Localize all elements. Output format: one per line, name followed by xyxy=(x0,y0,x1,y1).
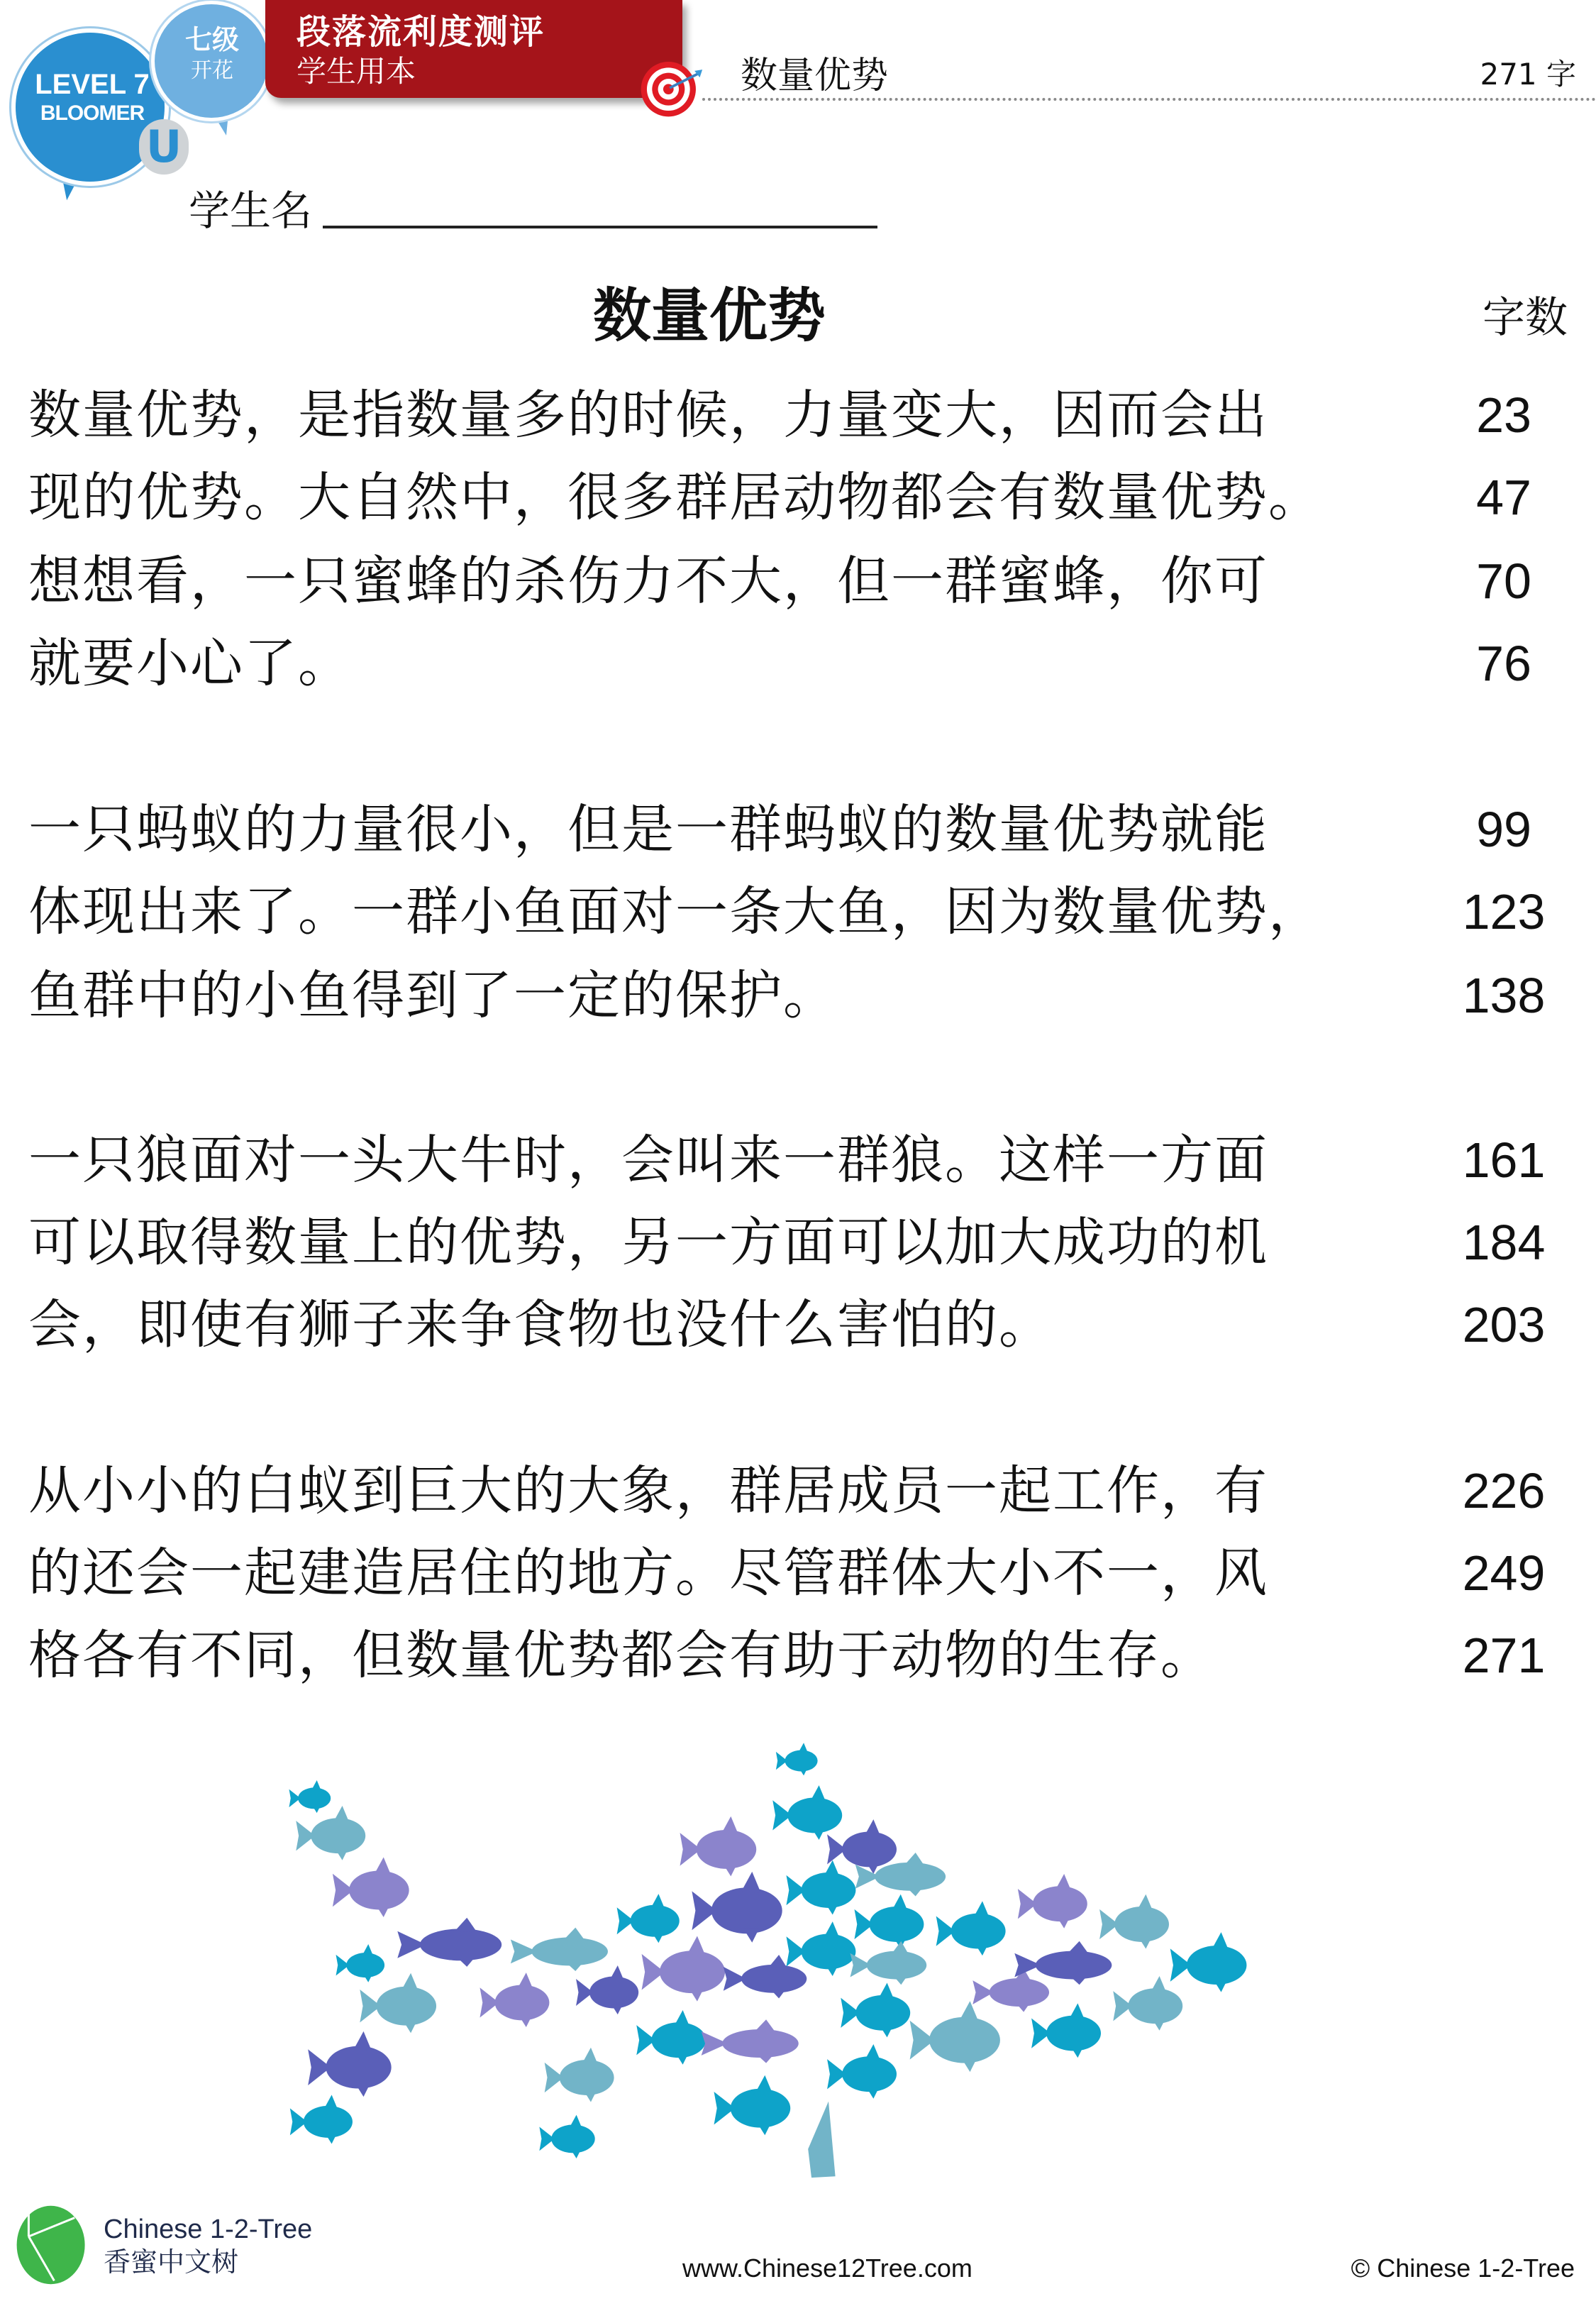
cumulative-count: 76 xyxy=(1476,636,1531,691)
line-text: 体现出来了。一群小鱼面对一条大鱼，因为数量优势， xyxy=(28,881,1322,942)
level-cn-text xyxy=(167,23,257,85)
header-divider xyxy=(702,98,1596,101)
cumulative-count: 23 xyxy=(1476,387,1531,443)
fish-school-illustration xyxy=(284,1717,1305,2200)
cumulative-count: 271 xyxy=(1462,1628,1546,1683)
cumulative-count: 138 xyxy=(1462,968,1546,1023)
level-en-text xyxy=(28,68,156,126)
footer-brand xyxy=(104,2214,312,2280)
passage-line xyxy=(28,1616,1553,1694)
cumulative-count: 184 xyxy=(1462,1215,1546,1270)
student-name-label: 学生名 xyxy=(189,187,313,235)
passage-line xyxy=(28,1534,1553,1612)
assessment-banner xyxy=(265,0,682,98)
line-text: 鱼群中的小鱼得到了一定的保护。 xyxy=(28,965,837,1026)
passage-line xyxy=(28,376,1553,454)
header-passage-title: 数量优势 xyxy=(741,55,889,97)
cumulative-count: 99 xyxy=(1476,802,1531,857)
line-text: 一只蚂蚁的力量很小，但是一群蚂蚁的数量优势就能 xyxy=(28,799,1268,860)
passage-line xyxy=(28,458,1553,536)
line-text: 数量优势，是指数量多的时候，力量变大，因而会出 xyxy=(28,385,1268,446)
cumulative-count: 203 xyxy=(1462,1297,1546,1352)
document-title: 数量优势 xyxy=(592,282,826,350)
passage-line xyxy=(28,790,1553,868)
passage-line xyxy=(28,1121,1553,1199)
passage-line xyxy=(28,542,1553,620)
line-text: 从小小的白蚁到巨大的大象，群居成员一起工作，有 xyxy=(28,1460,1268,1521)
level-cn-name: 开花 xyxy=(191,58,233,83)
chinese-1-2-tree-logo-icon xyxy=(10,2202,95,2288)
passage-line xyxy=(28,1452,1553,1530)
word-count-column-header: 字数 xyxy=(1483,293,1568,343)
passage-line xyxy=(28,624,1553,702)
cumulative-count: 249 xyxy=(1462,1545,1546,1601)
line-text: 想想看，一只蜜蜂的杀伤力不大，但一群蜜蜂，你可 xyxy=(28,551,1268,612)
cumulative-count: 161 xyxy=(1462,1132,1546,1188)
brand-name-cn: 香蜜中文树 xyxy=(104,2248,239,2278)
line-text: 可以取得数量上的优势，另一方面可以加大成功的机 xyxy=(28,1212,1268,1273)
passage-line xyxy=(28,956,1553,1035)
level-cn-number: 七级 xyxy=(184,24,239,55)
level-name: BLOOMER xyxy=(40,101,145,125)
student-name-field[interactable] xyxy=(323,226,877,228)
brand-name-en: Chinese 1-2-Tree xyxy=(104,2214,313,2244)
cumulative-count: 226 xyxy=(1462,1463,1546,1518)
cumulative-count: 47 xyxy=(1476,470,1531,525)
line-text: 就要小心了。 xyxy=(28,633,352,694)
line-text: 会，即使有狮子来争食物也没什么害怕的。 xyxy=(28,1294,1053,1355)
passage-line xyxy=(28,1203,1553,1281)
u-badge-icon: U xyxy=(139,119,189,175)
header-word-count: 271 字 xyxy=(1480,57,1576,92)
banner-title: 段落流利度测评 xyxy=(297,12,545,52)
cumulative-count: 70 xyxy=(1476,553,1531,609)
footer-website-link[interactable]: www.Chinese12Tree.com xyxy=(682,2253,972,2283)
target-icon xyxy=(638,54,704,119)
footer-copyright: © Chinese 1-2-Tree xyxy=(1351,2253,1575,2283)
line-text: 现的优势。大自然中，很多群居动物都会有数量优势。 xyxy=(28,467,1322,528)
line-text: 格各有不同，但数量优势都会有助于动物的生存。 xyxy=(28,1625,1214,1686)
line-text: 一只狼面对一头大牛时，会叫来一群狼。这样一方面 xyxy=(28,1130,1268,1191)
cumulative-count: 123 xyxy=(1462,884,1546,939)
level-number: LEVEL 7 xyxy=(35,69,150,100)
passage-line xyxy=(28,873,1553,951)
banner-subtitle: 学生用本 xyxy=(297,54,416,89)
line-text: 的还会一起建造居住的地方。尽管群体大小不一，风 xyxy=(28,1543,1268,1604)
passage-line xyxy=(28,1286,1553,1364)
